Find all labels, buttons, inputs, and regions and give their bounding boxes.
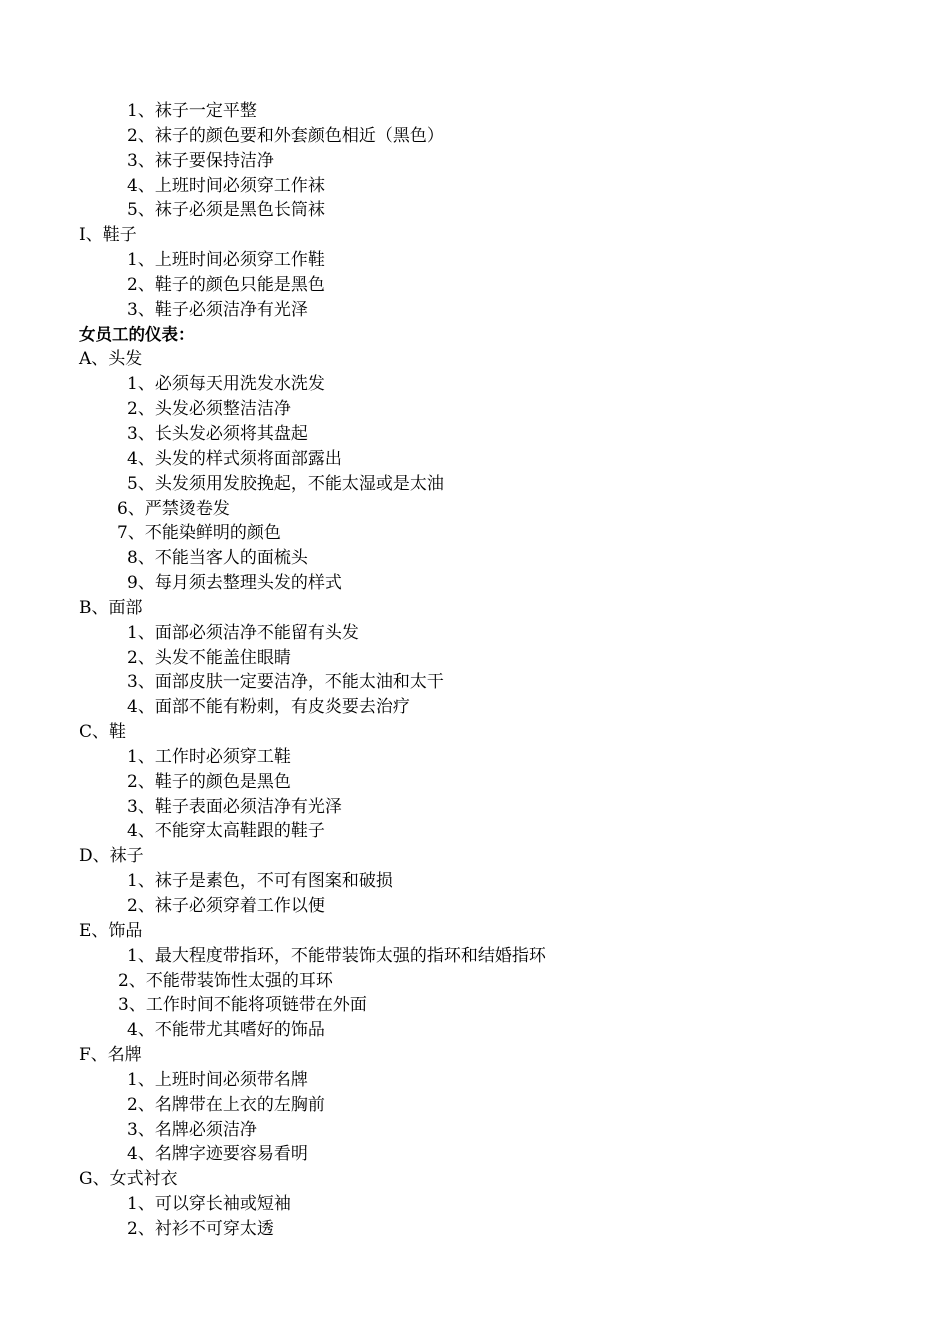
list-item: 2、鞋子的颜色只能是黑色 <box>127 274 325 295</box>
section-heading-shoes-male: I、鞋子 <box>79 225 137 246</box>
list-item: 3、鞋子必须洁净有光泽 <box>127 299 308 320</box>
list-item: 1、上班时间必须穿工作鞋 <box>127 250 325 271</box>
list-item: 2、名牌带在上衣的左胸前 <box>127 1094 325 1115</box>
list-item: 4、不能带尤其嗜好的饰品 <box>127 1020 325 1041</box>
list-item: 1、上班时间必须带名牌 <box>127 1069 308 1090</box>
list-item: 1、最大程度带指环，不能带装饰太强的指环和结婚指环 <box>127 945 546 966</box>
list-item: 3、袜子要保持洁净 <box>127 150 274 171</box>
list-item: 2、头发不能盖住眼睛 <box>127 647 291 668</box>
list-item: 1、袜子一定平整 <box>127 101 257 121</box>
list-item: 8、不能当客人的面梳头 <box>127 548 308 569</box>
list-item: 6、严禁烫卷发 <box>117 498 230 519</box>
list-item: 7、不能染鲜明的颜色 <box>117 523 281 544</box>
section-title-female: 女员工的仪表： <box>79 324 195 344</box>
list-item: 1、可以穿长袖或短袖 <box>127 1194 291 1215</box>
list-item: 1、袜子是素色，不可有图案和破损 <box>127 871 393 892</box>
section-heading-blouse: G、女式衬衣 <box>79 1169 178 1190</box>
list-item: 2、衬衫不可穿太透 <box>127 1218 274 1239</box>
list-item: 4、不能穿太高鞋跟的鞋子 <box>127 821 325 842</box>
list-item: 1、面部必须洁净不能留有头发 <box>127 622 359 643</box>
document-body <box>0 99 950 1242</box>
list-item: 4、面部不能有粉刺，有皮炎要去治疗 <box>127 697 410 718</box>
list-item: 5、头发须用发胶挽起，不能太湿或是太油 <box>127 473 444 494</box>
section-heading-nameplate: F、名牌 <box>79 1045 142 1066</box>
list-item: 4、头发的样式须将面部露出 <box>127 448 342 469</box>
list-item: 5、袜子必须是黑色长筒袜 <box>127 200 325 221</box>
list-item: 3、鞋子表面必须洁净有光泽 <box>127 796 342 817</box>
list-item: 3、名牌必须洁净 <box>127 1119 257 1140</box>
list-item: 9、每月须去整理头发的样式 <box>127 573 342 594</box>
list-item: 1、必须每天用洗发水洗发 <box>127 374 325 395</box>
section-heading-face: B、面部 <box>79 597 143 618</box>
list-item: 1、工作时必须穿工鞋 <box>127 746 291 767</box>
section-heading-hair: A、头发 <box>79 349 143 370</box>
list-item: 3、工作时间不能将项链带在外面 <box>118 995 367 1016</box>
list-item: 2、头发必须整洁洁净 <box>127 399 291 420</box>
list-item: 2、袜子的颜色要和外套颜色相近（黑色） <box>127 125 444 146</box>
list-item: 2、不能带装饰性太强的耳环 <box>118 970 333 991</box>
list-item: 4、上班时间必须穿工作袜 <box>127 175 325 196</box>
list-item: 2、袜子必须穿着工作以便 <box>127 896 325 916</box>
list-item: 4、名牌字迹要容易看明 <box>127 1144 308 1165</box>
section-heading-shoes: C、鞋 <box>79 722 127 743</box>
list-item: 3、面部皮肤一定要洁净，不能太油和太干 <box>127 672 444 693</box>
section-heading-accessories: E、饰品 <box>79 920 143 941</box>
section-heading-socks: D、袜子 <box>79 846 144 867</box>
list-item: 2、鞋子的颜色是黑色 <box>127 771 291 792</box>
list-item: 3、长头发必须将其盘起 <box>127 423 308 444</box>
